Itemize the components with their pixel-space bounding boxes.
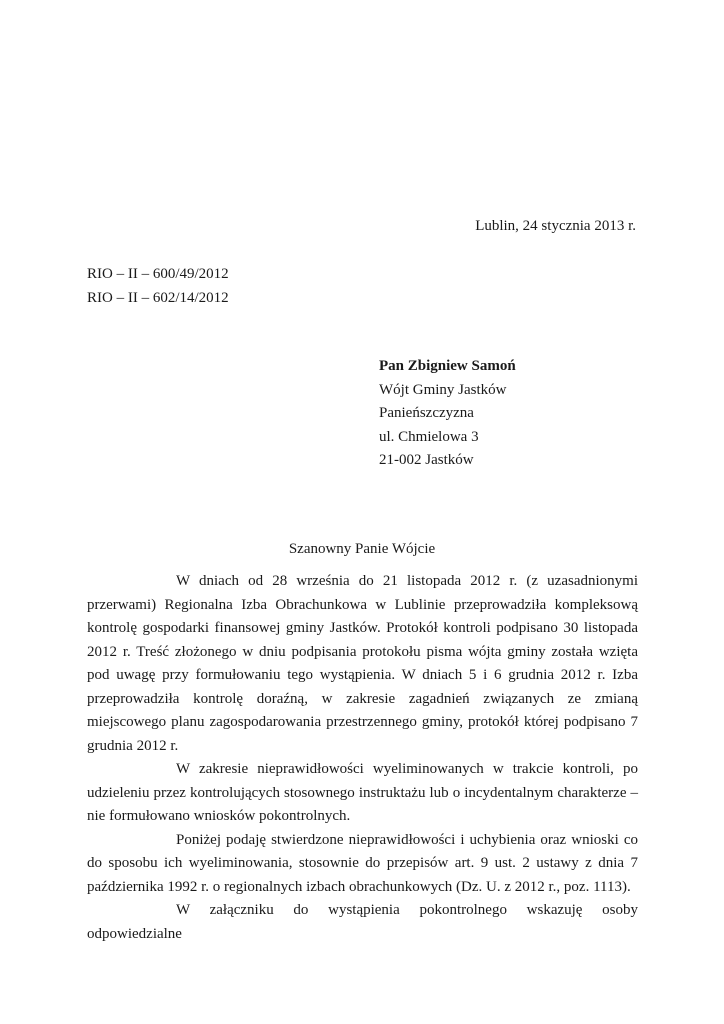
addressee-locality: Panieńszczyzna xyxy=(379,405,474,421)
addressee-block xyxy=(379,355,516,473)
addressee-postal: 21-002 Jastków xyxy=(379,452,474,468)
letter-body xyxy=(87,570,638,946)
addressee-name: Pan Zbigniew Samoń xyxy=(379,358,516,374)
reference-number: RIO – II – 602/14/2012 xyxy=(87,290,229,306)
salutation: Szanowny Panie Wójcie xyxy=(288,541,436,557)
date-line: Lublin, 24 stycznia 2013 r. xyxy=(475,218,636,234)
reference-number: RIO – II – 600/49/2012 xyxy=(87,266,229,282)
body-paragraph: W załączniku do wystąpienia pokontrolnego wskazuję osoby odpowiedzialne xyxy=(87,902,638,942)
body-paragraph: Poniżej podaję stwierdzone nieprawidłowości i uchybienia oraz wnioski co do sposobu ich wyeliminowania, stosownie do przepisów art. 9 ust. 2 ustawy z dnia 7 października 1992 r. o regionalnych izbach obrachunkowych (Dz. U. z 2012 r., poz. 1113). xyxy=(87,831,638,895)
reference-numbers xyxy=(87,262,229,310)
addressee-street: ul. Chmielowa 3 xyxy=(379,428,479,445)
addressee-position: Wójt Gminy Jastków xyxy=(379,381,507,398)
body-paragraph: W dniach od 28 września do 21 listopada 2012 r. (z uzasadnionymi przerwami) Regionalna Izba Obrachunkowa w Lublinie przeprowadziła kompleksową kontrolę gospodarki finansowej gminy Jastków. Protokół kontroli podpisano 30 listopada 2012 r. Treść złożonego w dniu podpisania protokołu pisma wójta gminy została wzięta pod uwagę przy formułowaniu tego wystąpienia. W dniach 5 i 6 grudnia 2012 r. Izba przeprowadziła kontrolę doraźną, w zakresie zagadnień związanych ze zmianą miejscowego planu zagospodarowania przestrzennego gminy, protokół której podpisano 7 grudnia 2012 r. xyxy=(87,573,638,754)
body-paragraph: W zakresie nieprawidłowości wyeliminowanych w trakcie kontroli, po udzieleniu przez kontrolujących stosownego instruktażu lub o incydentalnym charakterze – nie formułowano wniosków pokontrolnych. xyxy=(87,761,638,824)
